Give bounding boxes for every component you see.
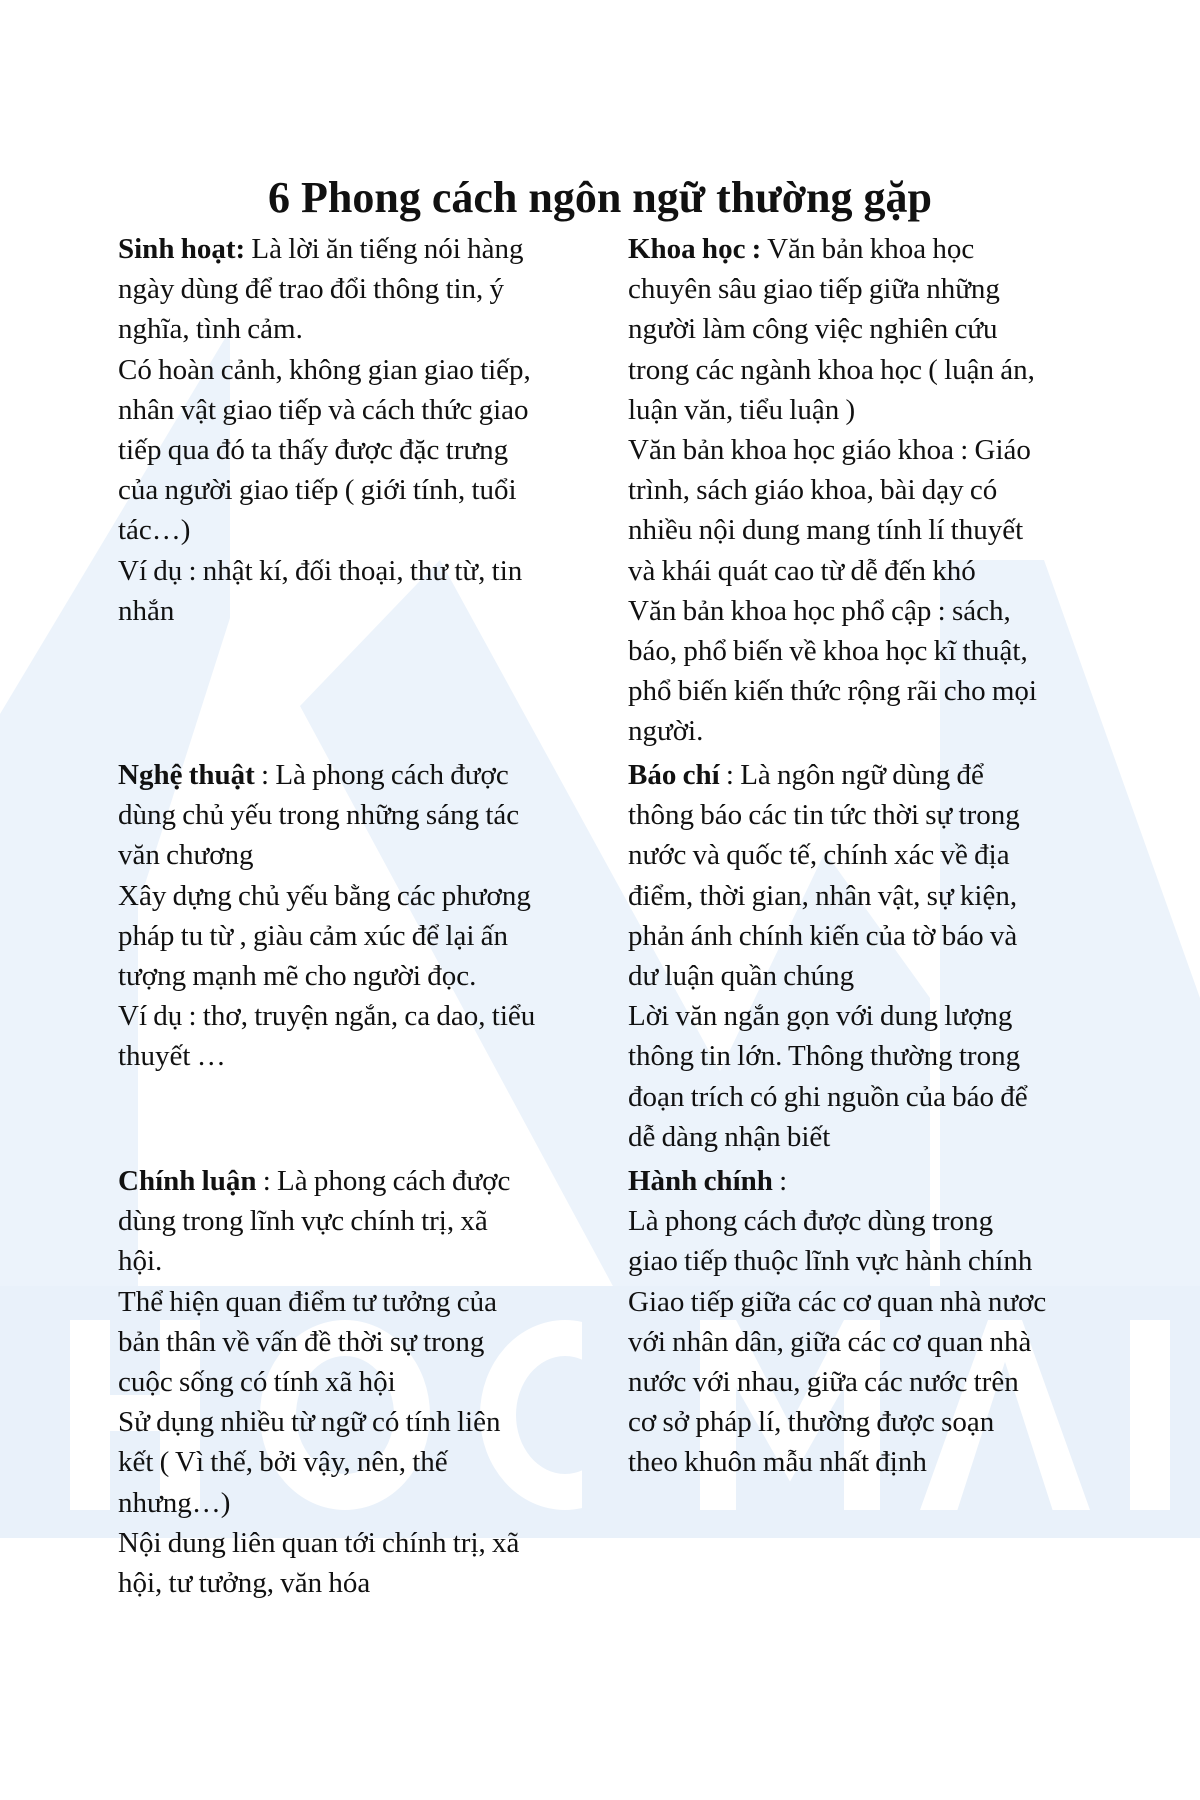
- text-line: Nội dung liên quan tới chính trị, xã: [118, 1526, 520, 1559]
- section-hanh-chinh: [628, 1161, 1188, 1483]
- text-line: Ví dụ : nhật kí, đối thoại, thư từ, tin: [118, 554, 523, 587]
- text-line: dùng chủ yếu trong những sáng tác: [118, 799, 520, 832]
- section-label: Sinh hoạt:: [118, 233, 246, 265]
- text-line: thông báo các tin tức thời sự trong: [628, 799, 1020, 832]
- section-text: : Là phong cách được: [254, 759, 509, 791]
- text-line: Là phong cách được dùng trong: [628, 1205, 994, 1238]
- section-bao-chi: [628, 755, 1188, 1157]
- text-line: văn chương: [118, 839, 254, 872]
- text-line: thuyết …: [118, 1040, 226, 1073]
- text-line: luận văn, tiểu luận ): [628, 393, 856, 426]
- text-line: nhắn: [118, 594, 175, 627]
- text-line: dễ dàng nhận biết: [628, 1120, 831, 1153]
- text-line: đoạn trích có ghi nguồn của báo để: [628, 1080, 1028, 1113]
- text-line: nhiều nội dung mang tính lí thuyết: [628, 514, 1024, 547]
- text-line: nước và quốc tế, chính xác về địa: [628, 839, 1010, 872]
- text-line: ngày dùng để trao đổi thông tin, ý: [118, 273, 505, 306]
- text-line: bản thân về vấn đề thời sự trong: [118, 1325, 485, 1358]
- text-line: theo khuôn mẫu nhất định: [628, 1446, 927, 1479]
- section-label: Hành chính: [628, 1165, 773, 1197]
- section-sinh-hoat: [118, 229, 618, 631]
- text-line: Giao tiếp giữa các cơ quan nhà nươc: [628, 1285, 1047, 1318]
- text-line: cuộc sống có tính xã hội: [118, 1366, 396, 1399]
- text-line: Sử dụng nhiều từ ngữ có tính liên: [118, 1406, 501, 1439]
- text-line: cơ sở pháp lí, thường được soạn: [628, 1406, 995, 1439]
- text-line: điểm, thời gian, nhân vật, sự kiện,: [628, 879, 1018, 912]
- text-line: trình, sách giáo khoa, bài dạy có: [628, 474, 998, 507]
- section-label: Nghệ thuật: [118, 759, 255, 791]
- section-text: :: [772, 1165, 788, 1197]
- section-text: : Là ngôn ngữ dùng để: [719, 759, 984, 791]
- text-line: báo, phổ biến về khoa học kĩ thuật,: [628, 635, 1028, 668]
- text-line: thông tin lớn. Thông thường trong: [628, 1040, 1021, 1073]
- text-line: tượng mạnh mẽ cho người đọc.: [118, 960, 477, 993]
- text-line: trong các ngành khoa học ( luận án,: [628, 353, 1035, 386]
- section-label: Báo chí: [628, 759, 720, 791]
- text-line: Văn bản khoa học phổ cập : sách,: [628, 594, 1011, 627]
- text-line: Lời văn ngắn gọn với dung lượng: [628, 1000, 1013, 1033]
- text-line: pháp tu từ , giàu cảm xúc để lại ấn: [118, 919, 509, 952]
- text-line: Có hoàn cảnh, không gian giao tiếp,: [118, 353, 531, 386]
- text-line: nhưng…): [118, 1486, 231, 1519]
- section-nghe-thuat: [118, 755, 618, 1077]
- section-chinh-luan: [118, 1161, 618, 1603]
- section-text: Là lời ăn tiếng nói hàng: [245, 233, 524, 265]
- text-line: Thể hiện quan điểm tư tưởng của: [118, 1285, 498, 1318]
- section-label: Chính luận: [118, 1165, 257, 1197]
- section-khoa-hoc: [628, 229, 1188, 752]
- text-line: giao tiếp thuộc lĩnh vực hành chính: [628, 1245, 1033, 1278]
- section-text: : Là phong cách được: [256, 1165, 511, 1197]
- text-line: Ví dụ : thơ, truyện ngắn, ca dao, tiểu: [118, 1000, 536, 1033]
- text-line: nhân vật giao tiếp và cách thức giao: [118, 393, 529, 426]
- text-line: người.: [628, 715, 704, 748]
- text-line: hội, tư tưởng, văn hóa: [118, 1567, 371, 1600]
- text-line: người làm công việc nghiên cứu: [628, 313, 998, 346]
- text-line: phản ánh chính kiến của tờ báo và: [628, 919, 1018, 952]
- section-text: Văn bản khoa học: [761, 233, 975, 265]
- text-line: của người giao tiếp ( giới tính, tuổi: [118, 474, 517, 507]
- text-line: phổ biến kiến thức rộng rãi cho mọi: [628, 675, 1037, 708]
- text-line: kết ( Vì thế, bởi vậy, nên, thế: [118, 1446, 448, 1479]
- text-line: tác…): [118, 514, 191, 547]
- text-line: chuyên sâu giao tiếp giữa những: [628, 273, 1000, 306]
- text-line: dùng trong lĩnh vực chính trị, xã: [118, 1205, 488, 1238]
- text-line: dư luận quần chúng: [628, 960, 855, 993]
- text-line: nước với nhau, giữa các nước trên: [628, 1366, 1019, 1399]
- page-title: 6 Phong cách ngôn ngữ thường gặp: [268, 173, 932, 222]
- text-line: và khái quát cao từ dễ đến khó: [628, 554, 976, 587]
- text-line: hội.: [118, 1245, 163, 1278]
- text-line: Xây dựng chủ yếu bằng các phương: [118, 879, 531, 912]
- text-line: nghĩa, tình cảm.: [118, 313, 303, 346]
- section-label: Khoa học :: [628, 233, 762, 265]
- text-line: tiếp qua đó ta thấy được đặc trưng: [118, 434, 509, 467]
- text-line: với nhân dân, giữa các cơ quan nhà: [628, 1325, 1032, 1358]
- text-line: Văn bản khoa học giáo khoa : Giáo: [628, 434, 1031, 467]
